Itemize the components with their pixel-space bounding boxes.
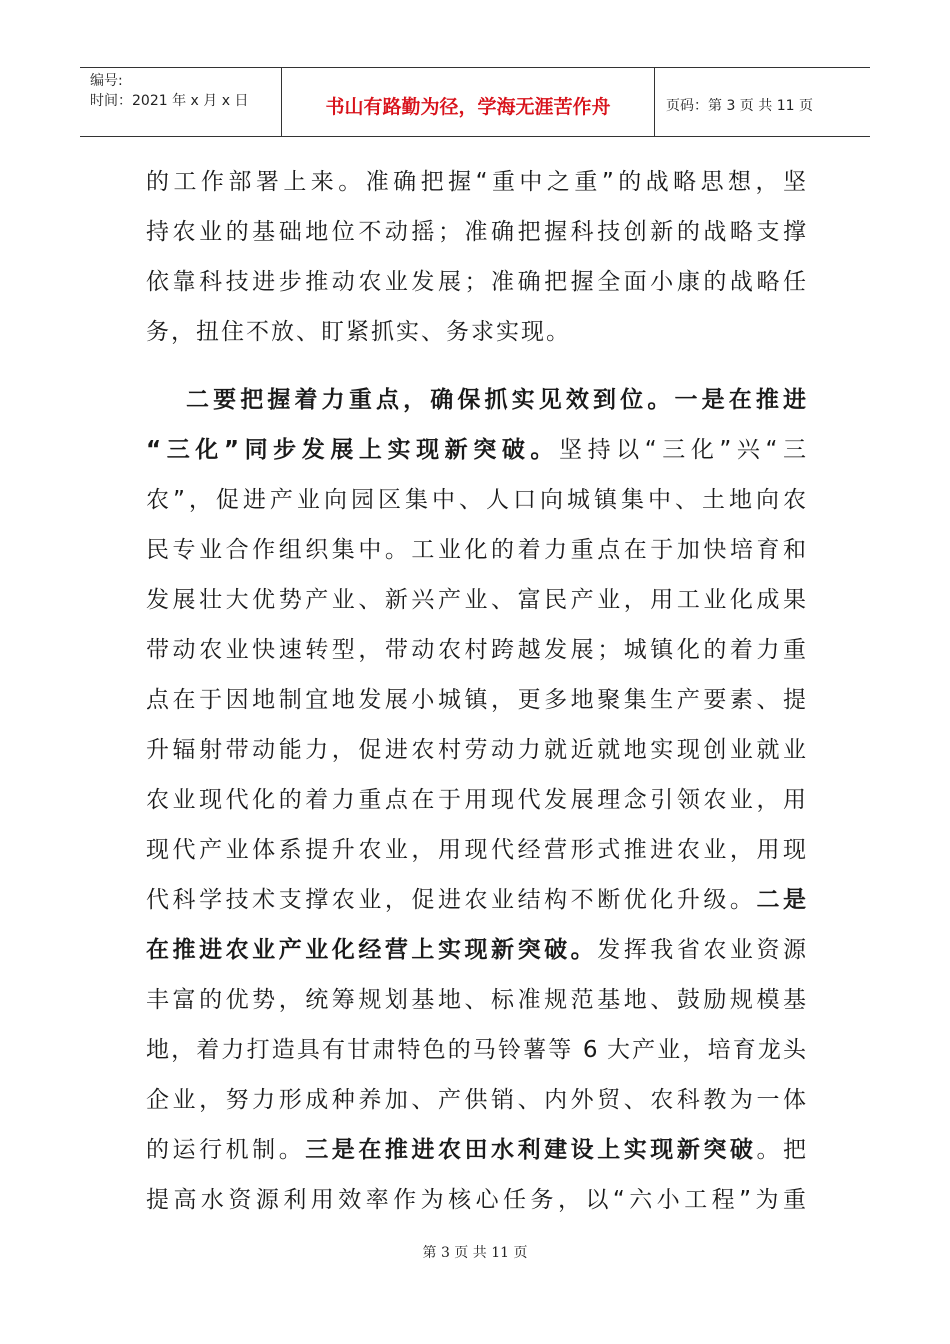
text-line xyxy=(146,525,806,575)
header-slogan: 书山有路勤为径，学海无涯苦作舟 xyxy=(282,68,655,136)
text-line xyxy=(146,475,806,525)
page-footer: 第 3 页 共 11 页 xyxy=(422,1245,528,1261)
text-segment: 持农业的基础地位不动摇；准确把握科技创新的战略支撑 xyxy=(146,219,806,245)
header-meta xyxy=(80,68,282,136)
page-header xyxy=(80,67,870,137)
text-segment: 依靠科技进步推动农业发展；准确把握全面小康的战略任 xyxy=(146,269,806,295)
text-segment: 提高水资源利用效率作为核心任务，以“六小工程”为重 xyxy=(146,1187,806,1213)
text-segment: 务，扭住不放、盯紧抓实、务求实现。 xyxy=(146,319,571,345)
text-line xyxy=(146,375,806,425)
text-segment: 的工作部署上来。准确把握“重中之重”的战略思想，坚 xyxy=(146,169,806,195)
header-page-indicator: 页码：第 3 页 共 11 页 xyxy=(666,98,813,114)
text-segment: 发展壮大优势产业、新兴产业、富民产业，用工业化成果 xyxy=(146,587,806,613)
text-line xyxy=(146,1075,806,1125)
text-line xyxy=(146,157,806,207)
text-line xyxy=(146,775,806,825)
text-segment: 地，着力打造具有甘肃特色的马铃薯等 6 大产业，培育龙头 xyxy=(146,1037,806,1063)
document-date-label: 时间：2021 年 x 月 x 日 xyxy=(90,93,249,109)
text-segment: 的运行机制。 xyxy=(146,1137,306,1163)
bold-text-segment: 二要把握着力重点，确保抓实见效到位。一是在推进 xyxy=(186,387,806,413)
text-segment: 坚持以“三化”兴“三 xyxy=(559,437,806,463)
text-segment: 发挥我省农业资源 xyxy=(597,937,806,963)
text-segment: 民专业合作组织集中。工业化的着力重点在于加快培育和 xyxy=(146,537,806,563)
text-segment: 农业现代化的着力重点在于用现代发展理念引领农业，用 xyxy=(146,787,806,813)
text-line xyxy=(146,725,806,775)
text-line xyxy=(146,257,806,307)
text-line xyxy=(146,425,806,475)
text-line xyxy=(146,625,806,675)
text-line xyxy=(146,975,806,1025)
text-line xyxy=(146,925,806,975)
text-line xyxy=(146,825,806,875)
text-segment: 带动农业快速转型，带动农村跨越发展；城镇化的着力重 xyxy=(146,637,806,663)
text-line xyxy=(146,307,806,357)
text-segment: 农”，促进产业向园区集中、人口向城镇集中、土地向农 xyxy=(146,487,806,513)
bold-text-segment: “三化”同步发展上实现新突破。 xyxy=(146,437,559,463)
text-line xyxy=(146,1125,806,1175)
text-line xyxy=(146,1025,806,1075)
text-line xyxy=(146,875,806,925)
text-line xyxy=(146,675,806,725)
text-line xyxy=(146,207,806,257)
document-body xyxy=(146,157,806,1225)
text-line xyxy=(146,1175,806,1225)
text-segment: 企业，努力形成种养加、产供销、内外贸、农科教为一体 xyxy=(146,1087,806,1113)
text-segment: 现代产业体系提升农业，用现代经营形式推进农业，用现 xyxy=(146,837,806,863)
document-number-label: 编号: xyxy=(90,73,123,89)
bold-text-segment: 二是 xyxy=(756,887,806,913)
bold-text-segment: 三是在推进农田水利建设上实现新突破 xyxy=(305,1137,757,1163)
text-segment: 丰富的优势，统筹规划基地、标准规范基地、鼓励规模基 xyxy=(146,987,806,1013)
text-segment: 升辐射带动能力，促进农村劳动力就近就地实现创业就业 xyxy=(146,737,806,763)
text-line xyxy=(146,575,806,625)
text-segment: 点在于因地制宜地发展小城镇，更多地聚集生产要素、提 xyxy=(146,687,806,713)
text-segment: 代科学技术支撑农业，促进农业结构不断优化升级。 xyxy=(146,887,757,913)
bold-text-segment: 在推进农业产业化经营上实现新突破。 xyxy=(146,937,598,963)
text-segment: 。把 xyxy=(756,1137,806,1163)
